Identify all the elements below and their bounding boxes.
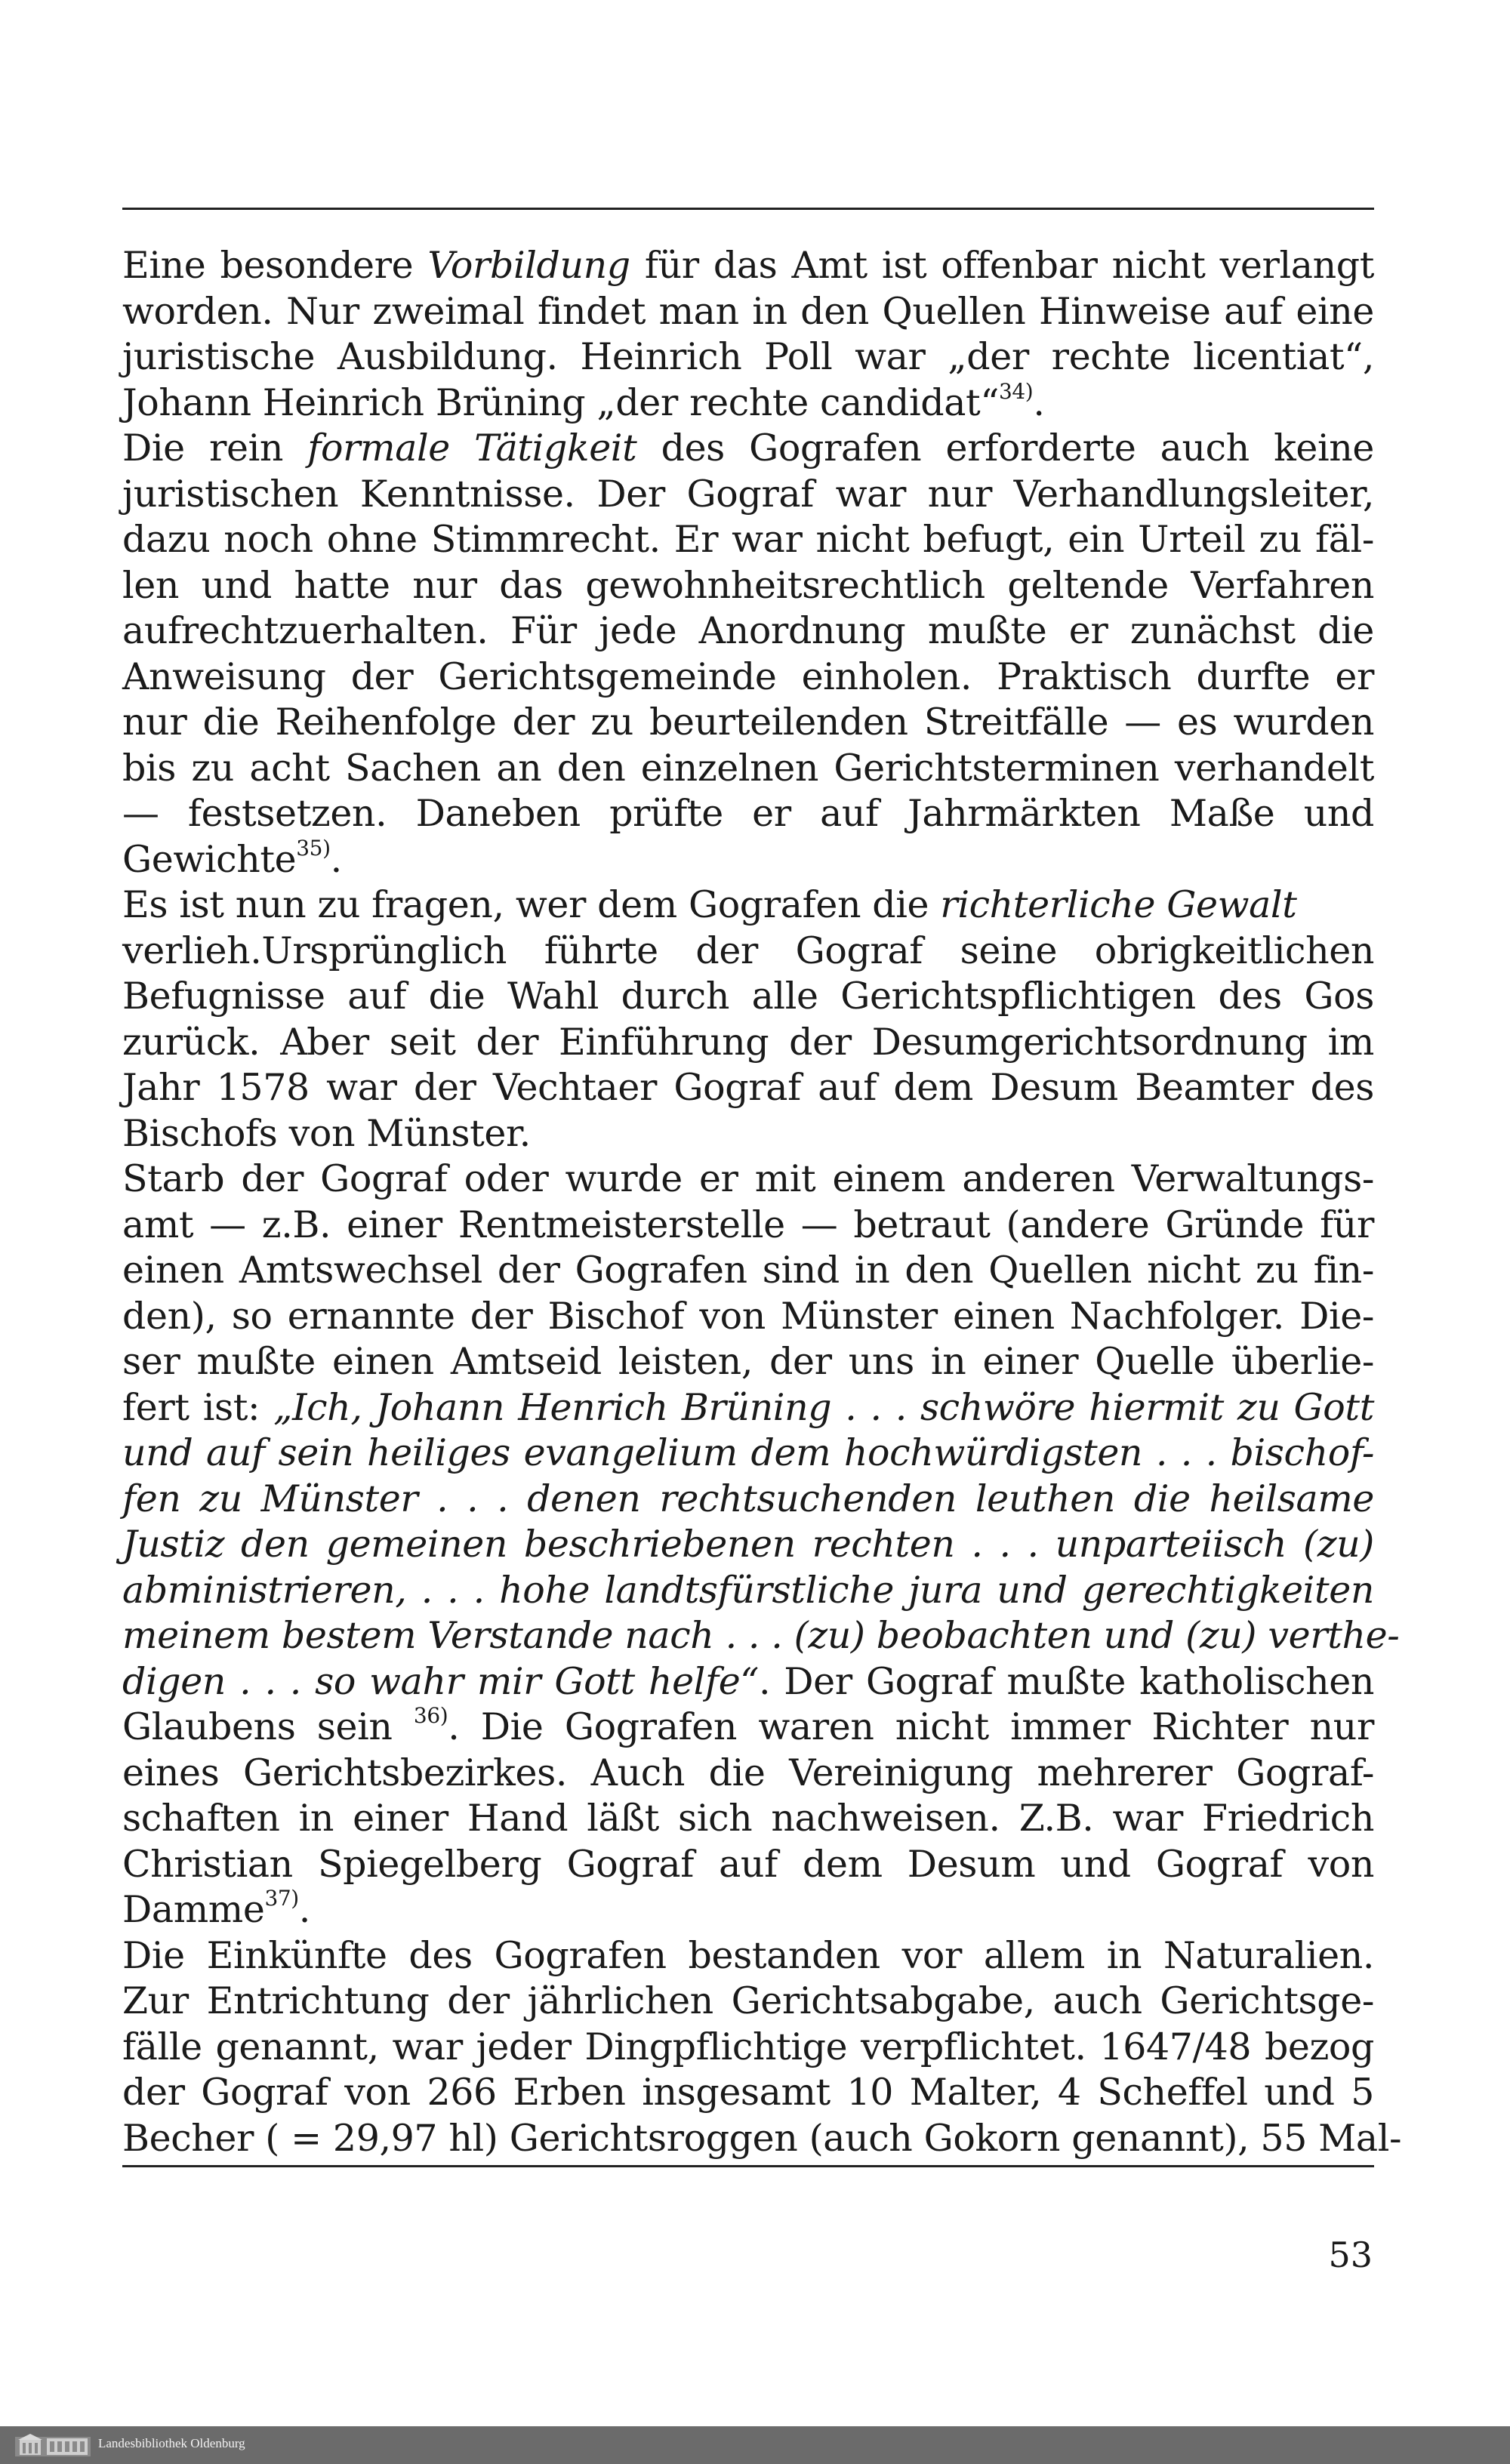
text-run: — festsetzen. Daneben prüfte er auf Jahrmärkten Maße und: [122, 792, 1374, 835]
text-run: der Gograf von 266 Erben insgesamt 10 Malter, 4 Scheffel und 5: [122, 2071, 1374, 2114]
text-line: [122, 472, 1374, 518]
text-line: [122, 1111, 1374, 1157]
text-run: eines Gerichtsbezirkes. Auch die Vereinigung mehrerer Gograf-: [122, 1751, 1374, 1794]
text-line: [122, 1157, 1374, 1203]
text-line: [122, 608, 1374, 654]
text-run: juristischen Kenntnisse. Der Gograf war nur Verhandlungsleiter,: [122, 472, 1374, 516]
text-line: [122, 1065, 1374, 1111]
text-line: [122, 837, 1374, 883]
text-line: [122, 1294, 1374, 1340]
footnote-reference: 34): [998, 378, 1034, 404]
text-run: verlieh.Ursprünglich führte der Gograf seine obrigkeitlichen: [122, 929, 1374, 972]
text-run: einen Amtswechsel der Gografen sind in den Quellen nicht zu fin-: [122, 1249, 1374, 1292]
text-line: [122, 1568, 1374, 1614]
text-line: [122, 654, 1374, 701]
text-run: .: [1033, 380, 1045, 424]
italic-text-run: meinem bestem Verstande nach . . . (zu) beobachten und (zu) verthe-: [122, 1614, 1400, 1657]
text-run: Gewichte: [122, 837, 297, 881]
text-line: [122, 1477, 1374, 1523]
text-line: [122, 1796, 1374, 1842]
italic-text-run: fen zu Münster . . . denen rechtsuchenden leuthen die heilsame: [122, 1477, 1374, 1520]
page-number: 53: [1328, 2235, 1373, 2275]
text-run: Damme: [122, 1888, 265, 1931]
text-line: [122, 1613, 1400, 1659]
text-run: Becher ( = 29,97 hl) Gerichtsroggen (auch Gokorn genannt), 55 Mal-: [122, 2116, 1402, 2160]
italic-text-run: Justiz den gemeinen beschriebenen rechten . . . unparteiisch (zu): [122, 1523, 1374, 1566]
footnote-reference: 36): [413, 1703, 448, 1728]
library-building-icon: [15, 2432, 91, 2456]
bottom-rule: [122, 2165, 1374, 2167]
text-run: Christian Spiegelberg Gograf auf dem Desum und Gograf von: [122, 1842, 1374, 1886]
text-line: [122, 517, 1374, 563]
text-line: [122, 289, 1374, 335]
text-run: Starb der Gograf oder wurde er mit einem anderen Verwaltungs-: [122, 1157, 1374, 1200]
text-run: ser mußte einen Amtseid leisten, der uns in einer Quelle überlie-: [122, 1340, 1374, 1383]
body-text: [122, 243, 1402, 2161]
text-line: [122, 1659, 1374, 1705]
top-rule: [122, 208, 1374, 210]
footnote-reference: 37): [264, 1886, 299, 1911]
text-run: zurück. Aber seit der Einführung der Desumgerichtsordnung im: [122, 1020, 1374, 1064]
text-run: . Der Gograf mußte katholischen: [758, 1659, 1374, 1703]
text-run: bis zu acht Sachen an den einzelnen Gerichtsterminen verhandelt: [122, 746, 1374, 790]
text-run: Glaubens sein: [122, 1705, 414, 1748]
text-run: Johann Heinrich Brüning „der rechte candidat“: [122, 380, 999, 424]
text-line: [122, 380, 1374, 427]
italic-text-run: abministrieren, . . . hohe landtsfürstliche jura und gerechtigkeiten: [122, 1568, 1374, 1612]
text-line: [122, 882, 1374, 929]
text-line: [122, 1248, 1374, 1294]
text-run: Anweisung der Gerichtsgemeinde einholen. Praktisch durfte er: [122, 654, 1374, 698]
text-run: juristische Ausbildung. Heinrich Poll war „der rechte licentiat“,: [122, 335, 1374, 378]
text-line: [122, 334, 1374, 380]
text-run: Eine besondere: [122, 244, 428, 287]
italic-text-run: Vorbildung: [427, 244, 630, 287]
text-run: nur die Reihenfolge der zu beurteilenden Streitfälle — es wurden: [122, 701, 1374, 744]
text-line: [122, 1979, 1374, 2025]
italic-text-run: digen . . . so wahr mir Gott helfe“: [122, 1659, 759, 1703]
text-line: [122, 1203, 1374, 1249]
text-run: amt — z.B. einer Rentmeisterstelle — betraut (andere Gründe für: [122, 1203, 1374, 1246]
text-line: [122, 1933, 1374, 1979]
text-run: aufrechtzuerhalten. Für jede Anordnung mußte er zunächst die: [122, 609, 1374, 652]
text-run: Bischofs von Münster.: [122, 1111, 531, 1155]
text-run: worden. Nur zweimal findet man in den Quellen Hinweise auf eine: [122, 289, 1374, 333]
text-run: fälle genannt, war jeder Dingpflichtige verpflichtet. 1647/48 bezog: [122, 2025, 1374, 2068]
text-run: Befugnisse auf die Wahl durch alle Gerichtspflichtigen des Gos: [122, 975, 1374, 1018]
text-run: schaften in einer Hand läßt sich nachweisen. Z.B. war Friedrich: [122, 1797, 1374, 1840]
text-line: [122, 1842, 1374, 1888]
text-run: des Gografen erforderte auch keine: [636, 427, 1374, 470]
footer-text: Landesbibliothek Oldenburg: [98, 2436, 245, 2450]
text-line: [122, 1385, 1374, 1431]
text-line: [122, 1020, 1374, 1066]
text-run: fert ist:: [122, 1385, 274, 1429]
text-run: dazu noch ohne Stimmrecht. Er war nicht befugt, ein Urteil zu fäl-: [122, 518, 1374, 561]
text-line: [122, 974, 1374, 1020]
italic-text-run: und auf sein heiliges evangelium dem hochwürdigsten . . . bischof-: [122, 1431, 1374, 1474]
text-line: [122, 700, 1374, 746]
text-line: [122, 1887, 1374, 1933]
text-line: [122, 1705, 1374, 1751]
text-run: Es ist nun zu fragen, wer dem Gografen die: [122, 883, 941, 926]
text-line: [122, 2025, 1374, 2071]
text-line: [122, 2070, 1374, 2116]
text-run: . Die Gografen waren nicht immer Richter nur: [448, 1705, 1374, 1748]
text-run: .: [298, 1888, 310, 1931]
text-line: [122, 2116, 1402, 2162]
text-line: [122, 426, 1374, 472]
italic-text-run: richterliche Gewalt: [940, 883, 1297, 926]
text-line: [122, 746, 1374, 792]
text-line: [122, 1339, 1374, 1385]
text-line: [122, 1431, 1374, 1477]
text-line: [122, 791, 1374, 837]
text-line: [122, 243, 1374, 289]
text-run: Zur Entrichtung der jährlichen Gerichtsabgabe, auch Gerichtsge-: [122, 1979, 1374, 2022]
text-run: Die rein: [122, 427, 308, 470]
text-line: [122, 929, 1374, 975]
text-run: Die Einkünfte des Gografen bestanden vor allem in Naturalien.: [122, 1933, 1374, 1977]
footnote-reference: 35): [296, 835, 331, 861]
italic-text-run: „Ich, Johann Henrich Brüning . . . schwöre hiermit zu Gott: [273, 1385, 1374, 1429]
italic-text-run: formale Tätigkeit: [307, 427, 637, 470]
text-run: für das Amt ist offenbar nicht verlangt: [630, 244, 1374, 287]
text-run: len und hatte nur das gewohnheitsrechtlich geltende Verfahren: [122, 563, 1374, 607]
text-run: den), so ernannte der Bischof von Münster einen Nachfolger. Die-: [122, 1294, 1374, 1338]
text-run: .: [330, 837, 342, 881]
text-run: Jahr 1578 war der Vechtaer Gograf auf dem Desum Beamter des: [122, 1066, 1374, 1109]
text-line: [122, 1522, 1374, 1568]
text-line: [122, 1751, 1374, 1797]
text-line: [122, 563, 1374, 609]
